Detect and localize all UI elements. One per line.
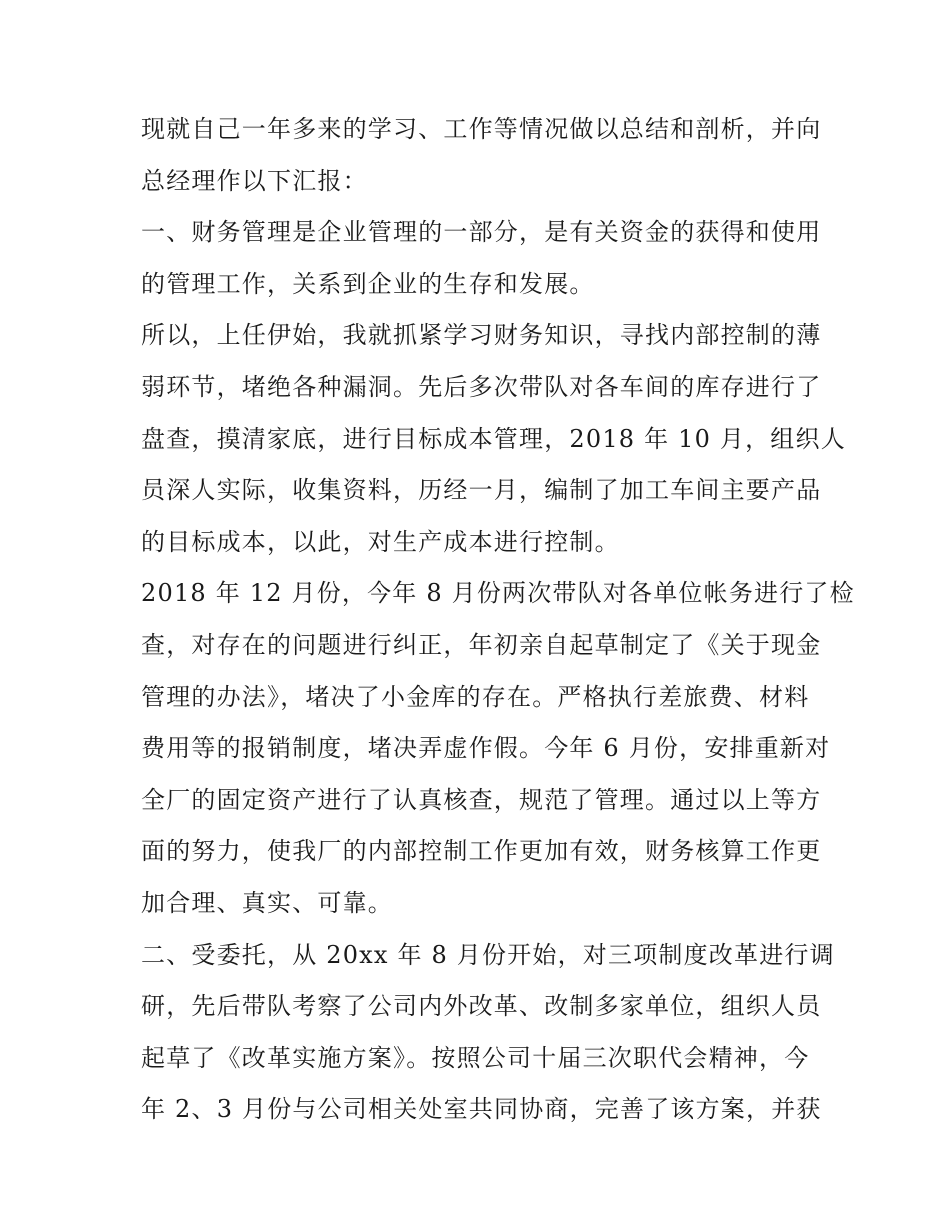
text-line: 起草了《改革实施方案》。按照公司十届三次职代会精神，今 <box>141 1043 810 1072</box>
text-line: 一、财务管理是企业管理的一部分，是有关资金的获得和使用 <box>141 218 822 247</box>
text-line: 年 2、3 月份与公司相关处室共同协商，完善了该方案，并获 <box>141 1095 822 1124</box>
text-line: 现就自己一年多来的学习、工作等情况做以总结和剖析，并向 <box>141 115 822 143</box>
text-line: 弱环节，堵绝各种漏洞。先后多次带队对各车间的库存进行了 <box>141 372 822 401</box>
document-body <box>141 104 855 1136</box>
text-line: 全厂的固定资产进行了认真核查，规范了管理。通过以上等方 <box>141 785 822 814</box>
text-line: 2018 年 12 月份，今年 8 月份两次带队对各单位帐务进行了检 <box>141 579 855 608</box>
text-line: 查，对存在的问题进行纠正，年初亲自起草制定了《关于现金 <box>141 630 822 659</box>
text-line: 盘查，摸清家底，进行目标成本管理，2018 年 10 月，组织人 <box>141 424 846 453</box>
text-line: 的管理工作，关系到企业的生存和发展。 <box>141 269 595 298</box>
text-line: 加合理、真实、可靠。 <box>141 888 393 917</box>
text-line: 总经理作以下汇报： <box>141 166 368 195</box>
text-line: 的目标成本，以此，对生产成本进行控制。 <box>141 527 620 556</box>
text-line: 费用等的报销制度，堵决弄虚作假。今年 6 月份，安排重新对 <box>141 734 831 763</box>
text-line: 面的努力，使我厂的内部控制工作更加有效，财务核算工作更 <box>141 837 822 866</box>
text-line: 二、受委托，从 20xx 年 8 月份开始，对三项制度改革进行调 <box>141 940 835 969</box>
text-line: 员深人实际，收集资料，历经一月，编制了加工车间主要产品 <box>141 476 822 505</box>
text-line: 管理的办法》，堵决了小金库的存在。严格执行差旅费、材料 <box>141 682 810 711</box>
text-line: 所以，上任伊始，我就抓紧学习财务知识，寻找内部控制的薄 <box>141 321 822 350</box>
text-line: 研，先后带队考察了公司内外改革、改制多家单位，组织人员 <box>141 992 822 1021</box>
